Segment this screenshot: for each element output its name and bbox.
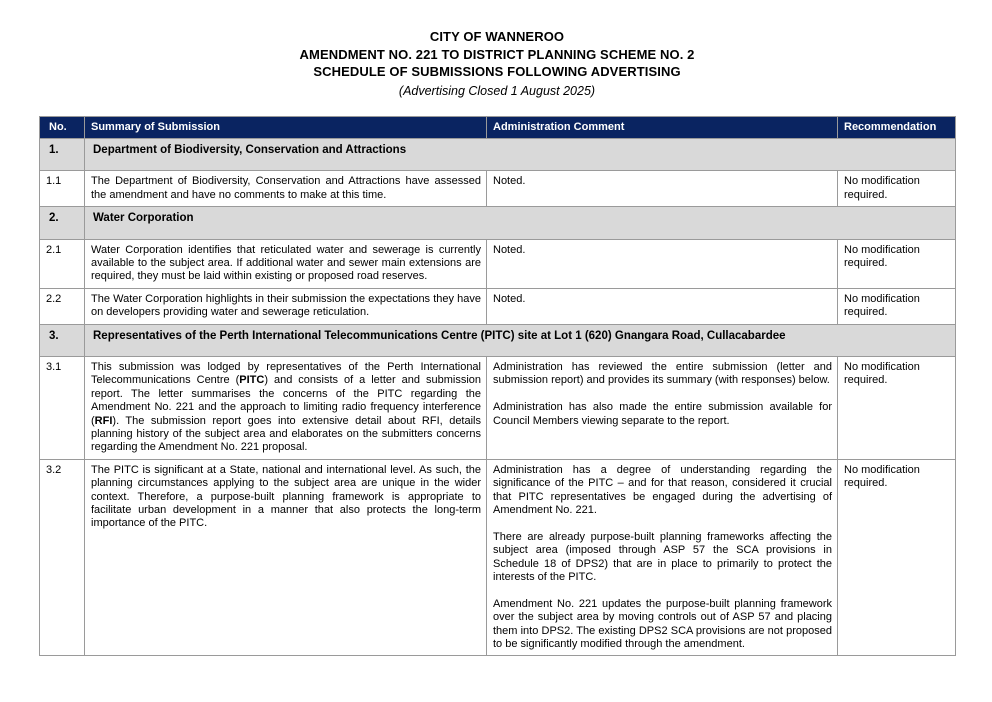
table-row <box>40 459 956 656</box>
row-number: 2.1 <box>40 239 85 288</box>
cell-paragraph: The PITC is significant at a State, national and international level. As such, the planning circumstances applying to the subject area are unique in the wider context. Therefore, a purpose-built planning framework is appropriate to facilitate urban development in a manner that also protects the long-term importance of the PITC. <box>91 463 481 530</box>
row-administration-comment <box>487 288 838 324</box>
section-title: Department of Biodiversity, Conservation and Attractions <box>85 138 956 170</box>
row-recommendation: No modification required. <box>838 356 956 459</box>
row-recommendation: No modification required. <box>838 171 956 207</box>
cell-paragraph: Water Corporation identifies that reticulated water and sewerage is currently available to the subject area. If additional water and sewer main extensions are required, they must be laid within existing or proposed road reserves. <box>91 243 481 283</box>
row-administration-comment <box>487 459 838 656</box>
section-number: 2. <box>40 207 85 239</box>
cell-paragraph: Noted. <box>493 292 526 305</box>
column-header-recommendation: Recommendation <box>838 116 956 138</box>
section-heading-row <box>40 138 956 170</box>
section-title: Water Corporation <box>85 207 956 239</box>
row-number: 3.2 <box>40 459 85 656</box>
document-subtitle: (Advertising Closed 1 August 2025) <box>398 83 596 98</box>
title-line-1: CITY OF WANNEROO <box>429 29 565 44</box>
title-line-3: SCHEDULE OF SUBMISSIONS FOLLOWING ADVERTISING <box>313 64 681 79</box>
table-row <box>40 288 956 324</box>
section-heading-row <box>40 324 956 356</box>
column-header-administration-comment: Administration Comment <box>487 116 838 138</box>
table-row <box>40 171 956 207</box>
table-row <box>40 239 956 288</box>
cell-paragraph: Administration has a degree of understanding regarding the significance of the PITC – and for that reason, considered it crucial that PITC representatives be engaged during the advertising of Amendment No. 221. <box>493 463 832 517</box>
row-recommendation: No modification required. <box>838 239 956 288</box>
column-header-no: No. <box>40 116 85 138</box>
row-summary-of-submission <box>85 171 487 207</box>
cell-paragraph: This submission was lodged by representatives of the Perth International Telecommunications Centre (PITC) and consists of a letter and submission report. The letter summarises the concerns of the PITC regarding the Amendment No. 221 and the approach to limiting radio frequency interference (RFI). The submission report goes into extensive detail about RFI, details planning history of the subject area and elaborates on the submitters concerns regarding the Amendment No. 221 proposal. <box>91 360 482 454</box>
section-heading-row <box>40 207 956 239</box>
section-number: 3. <box>40 324 85 356</box>
row-administration-comment <box>487 356 838 459</box>
title-line-2: AMENDMENT NO. 221 TO DISTRICT PLANNING SCHEME NO. 2 <box>299 46 695 62</box>
row-summary-of-submission <box>85 356 487 459</box>
row-number: 1.1 <box>40 171 85 207</box>
section-number: 1. <box>40 138 85 170</box>
cell-paragraph: The Department of Biodiversity, Conservation and Attractions have assessed the amendment and have no comments to make at this time. <box>91 175 481 201</box>
row-summary-of-submission <box>85 459 487 656</box>
table-row <box>40 356 956 459</box>
document-title-block <box>39 28 955 100</box>
row-recommendation: No modification required. <box>838 288 956 324</box>
cell-paragraph: Administration has also made the entire submission available for Council Members viewing separate to the report. <box>493 401 832 427</box>
cell-paragraph: Noted. <box>493 175 526 188</box>
table-body <box>40 138 956 656</box>
row-summary-of-submission <box>85 239 487 288</box>
cell-paragraph: Noted. <box>493 243 526 256</box>
row-number: 2.2 <box>40 288 85 324</box>
table-header <box>40 116 956 138</box>
row-number: 3.1 <box>40 356 85 459</box>
section-title: Representatives of the Perth International Telecommunications Centre (PITC) site at Lot 1 (620) Gnangara Road, Cullacabardee <box>85 324 956 356</box>
row-summary-of-submission <box>85 288 487 324</box>
cell-paragraph: The Water Corporation highlights in their submission the expectations they have on developers providing water and sewerage reticulation. <box>91 292 481 319</box>
table-header-row <box>40 116 956 138</box>
cell-paragraph: Administration has reviewed the entire submission (letter and submission report) and provides its summary (with responses) below. <box>493 360 832 387</box>
row-recommendation: No modification required. <box>838 459 956 656</box>
row-administration-comment <box>487 171 838 207</box>
row-administration-comment <box>487 239 838 288</box>
cell-paragraph: There are already purpose-built planning frameworks affecting the subject area (imposed through ASP 57 the SCA provisions in Schedule 18 of DPS2) that are in place to primarily to protect the interests of the PITC. <box>493 530 832 584</box>
schedule-of-submissions-table <box>39 116 956 657</box>
cell-paragraph: Amendment No. 221 updates the purpose-built planning framework over the subject area by moving controls out of ASP 57 and placing them into DPS2. The existing DPS2 SCA provisions are not proposed to be significantly modified through the amendment. <box>493 597 832 651</box>
column-header-summary-of-submission: Summary of Submission <box>85 116 487 138</box>
